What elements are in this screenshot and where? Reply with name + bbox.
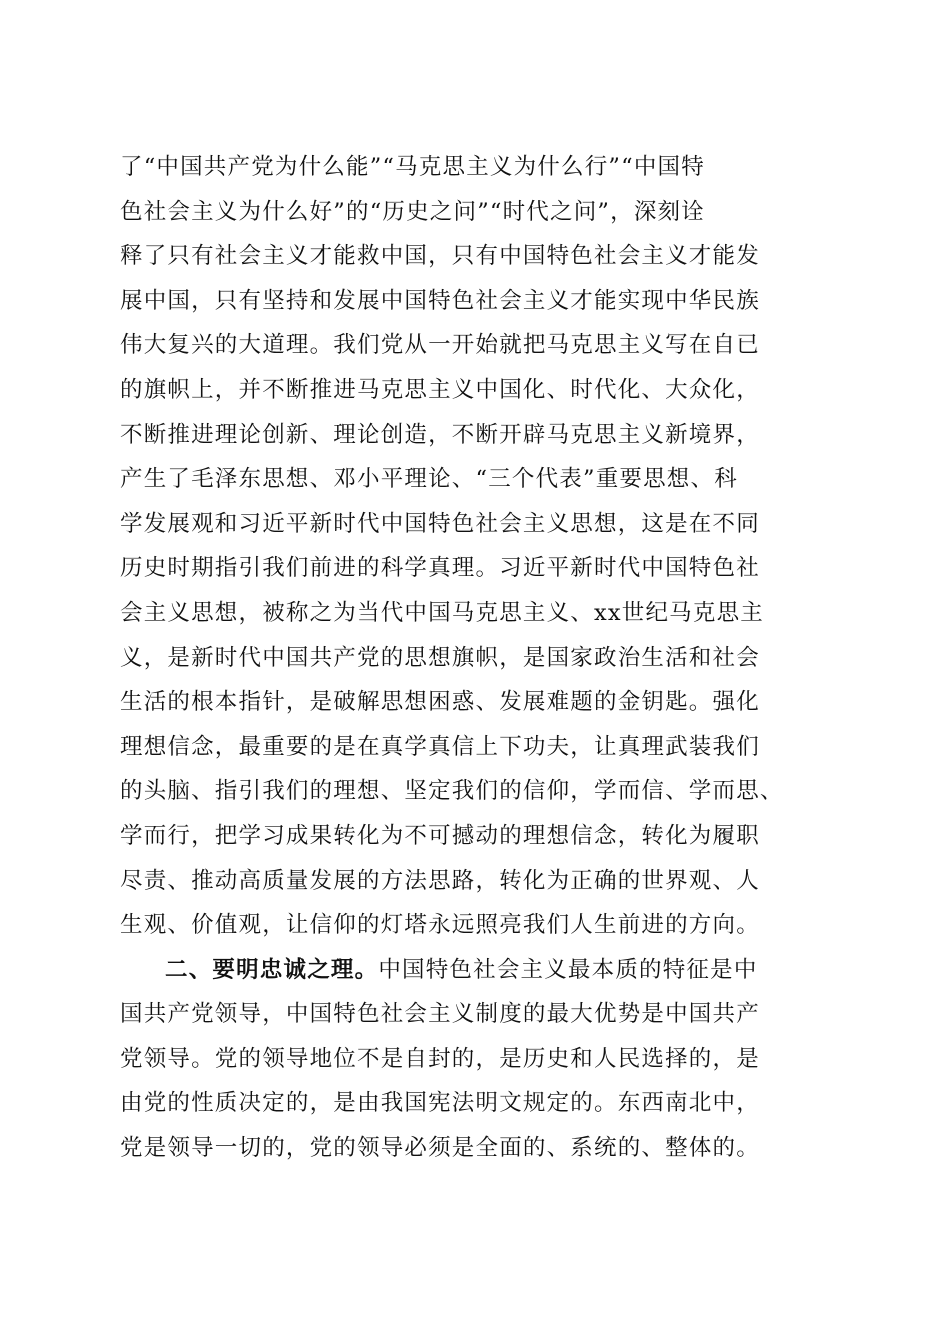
paragraph-1 [120,145,840,948]
text-line: 学而行，把学习成果转化为不可撼动的理想信念，转化为履职 [120,822,760,849]
text-line: 义，是新时代中国共产党的思想旗帜，是国家政治生活和社会 [120,644,760,671]
text-line: 生活的根本指针，是破解思想困惑、发展难题的金钥匙。强化 [120,689,760,716]
text-line: 历史时期指引我们前进的科学真理。习近平新时代中国特色社 [120,555,760,582]
text-line: 不断推进理论创新、理论创造，不断开辟马克思主义新境界， [120,421,760,448]
text-line: 伟大复兴的大道理。我们党从一开始就把马克思主义写在自已 [120,332,760,359]
text-line: 的头脑、指引我们的理想、坚定我们的信仰，学而信、学而思、 [120,778,784,805]
text-line: 理想信念，最重要的是在真学真信上下功夫，让真理武装我们 [120,733,760,760]
text-line: 产生了毛泽东思想、邓小平理论、“三个代表”重要思想、科 [120,466,738,493]
text-line: 党是领导一切的，党的领导必须是全面的、系统的、整体的。 [120,1135,760,1162]
text-line: 释了只有社会主义才能救中国，只有中国特色社会主义才能发 [120,243,760,270]
text-line: 尽责、推动高质量发展的方法思路，转化为正确的世界观、人 [120,867,760,894]
text-line: 党领导。党的领导地位不是自封的，是历史和人民选择的，是 [120,1045,760,1072]
text-line: 色社会主义为什么好”的“历史之问”“时代之问”，深刻诠 [120,198,705,225]
text-line: 生观、价值观，让信仰的灯塔永远照亮我们人生前进的方向。 [120,912,760,939]
body-text [120,145,840,1171]
text-line: 了“中国共产党为什么能”“马克思主义为什么行”“中国特 [120,154,705,180]
section-first-line [120,948,840,993]
paragraph-2 [120,948,840,1171]
text-line: 国共产党领导，中国特色社会主义制度的最大优势是中国共产 [120,1001,760,1028]
text-line: 的旗帜上，并不断推进马克思主义中国化、时代化、大众化， [120,376,760,403]
section-first-line-text: 中国特色社会主义最本质的特征是中 [378,956,758,983]
text-line: 展中国，只有坚持和发展中国特色社会主义才能实现中华民族 [120,287,760,314]
text-line: 会主义思想，被称之为当代中国马克思主义、xx世纪马克思主 [120,599,764,626]
text-line: 学发展观和习近平新时代中国特色社会主义思想，这是在不同 [120,510,760,537]
text-line: 由党的性质决定的，是由我国宪法明文规定的。东西南北中， [120,1090,760,1117]
section-heading: 二、要明忠诚之理。 [165,956,379,983]
